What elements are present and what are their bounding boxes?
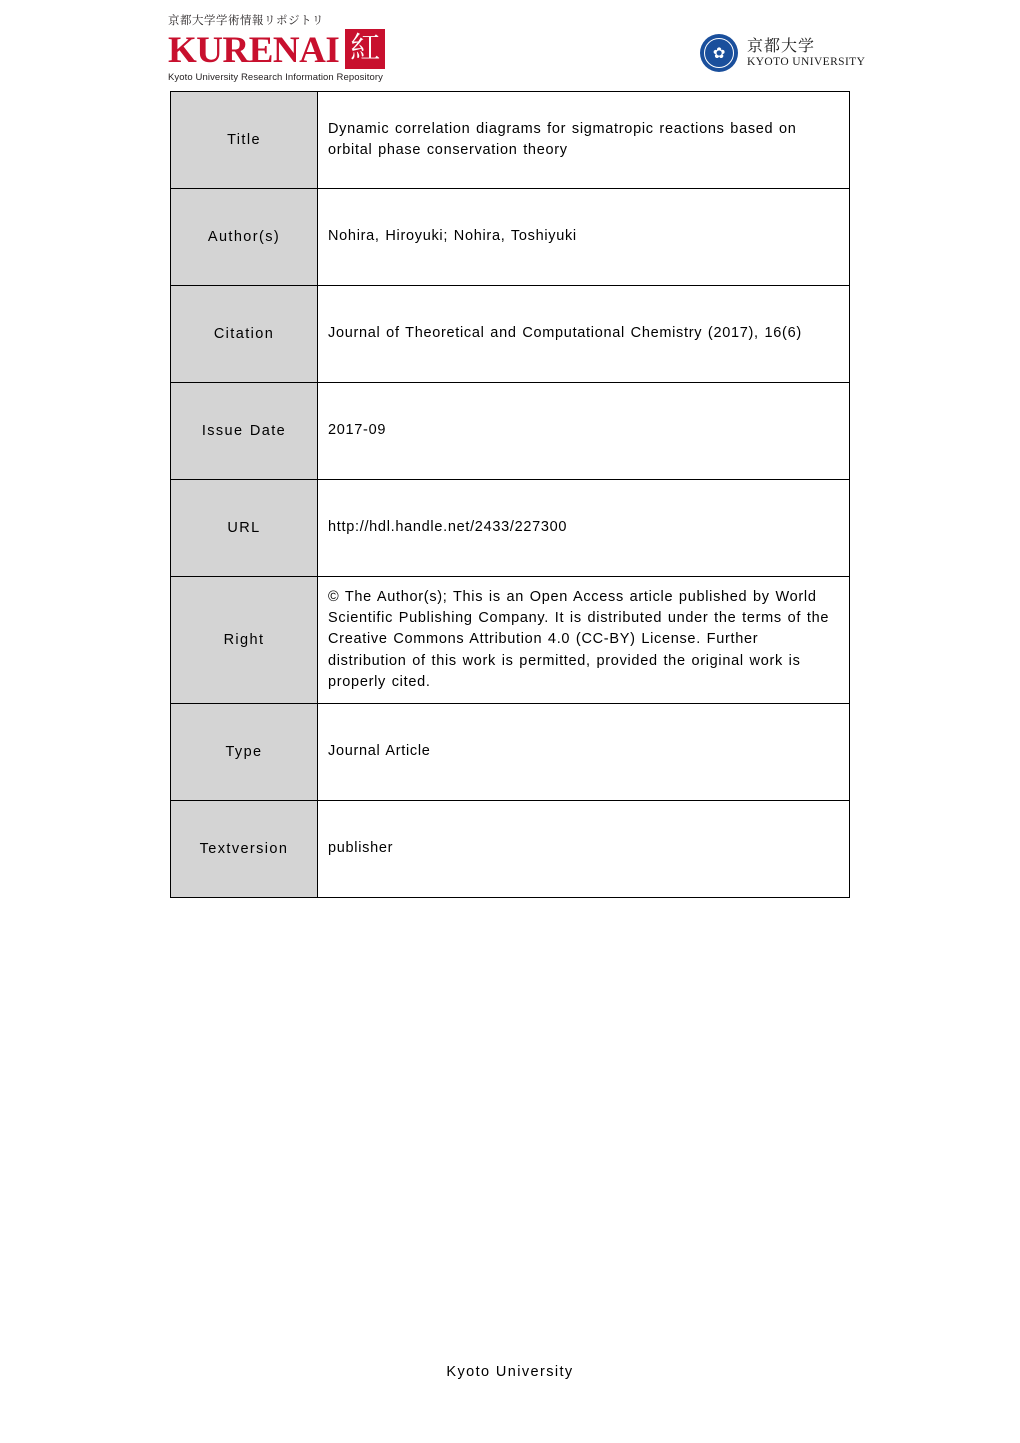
row-label-citation: Citation	[171, 286, 318, 383]
row-label-url: URL	[171, 480, 318, 577]
kurenai-repository-logo	[168, 14, 408, 83]
row-value-citation: Journal of Theoretical and Computational Chemistry (2017), 16(6)	[318, 286, 850, 383]
kurenai-kanji-icon	[345, 28, 389, 70]
table-row	[171, 383, 850, 480]
kanji-glyph: 紅	[350, 31, 381, 66]
row-value-issue-date: 2017-09	[318, 383, 850, 480]
page-header	[0, 14, 1020, 84]
row-label-issue-date: Issue Date	[171, 383, 318, 480]
row-label-type: Type	[171, 704, 318, 801]
university-seal-icon	[700, 34, 738, 72]
row-value-type: Journal Article	[318, 704, 850, 801]
kurenai-japanese-tagline: 京都大学学術情報リポジトリ	[168, 13, 324, 27]
row-value-authors: Nohira, Hiroyuki; Nohira, Toshiyuki	[318, 189, 850, 286]
row-label-title: Title	[171, 92, 318, 189]
table-row	[171, 577, 850, 704]
table-row	[171, 286, 850, 383]
university-name-japanese: 京都大学	[747, 35, 816, 55]
kurenai-wordmark: KURENAI	[168, 30, 340, 71]
camphor-leaf-icon: ✿	[712, 44, 726, 62]
kurenai-wordmark-row	[168, 28, 408, 70]
university-name-english: KYOTO UNIVERSITY	[747, 56, 866, 69]
table-row	[171, 189, 850, 286]
row-value-textversion: publisher	[318, 801, 850, 898]
metadata-table	[170, 91, 850, 898]
row-label-textversion: Textversion	[171, 801, 318, 898]
row-value-url[interactable]: http://hdl.handle.net/2433/227300	[318, 480, 850, 577]
table-row	[171, 801, 850, 898]
table-row	[171, 704, 850, 801]
row-value-title: Dynamic correlation diagrams for sigmatropic reactions based on orbital phase conservation theory	[318, 92, 850, 189]
table-row	[171, 92, 850, 189]
kyoto-university-logo	[700, 34, 865, 72]
kurenai-subtitle: Kyoto University Research Information Repository	[168, 72, 383, 83]
row-label-authors: Author(s)	[171, 189, 318, 286]
table-row	[171, 480, 850, 577]
row-value-right: © The Author(s); This is an Open Access article published by World Scientific Publishing Company. It is distributed under the terms of the Creative Commons Attribution 4.0 (CC-BY) License. Further distribution of this work is permitted, provided the original work is properly cited.	[318, 577, 850, 704]
university-logo-text	[747, 37, 865, 70]
row-label-right: Right	[171, 577, 318, 704]
page-footer: Kyoto University	[446, 1364, 574, 1380]
